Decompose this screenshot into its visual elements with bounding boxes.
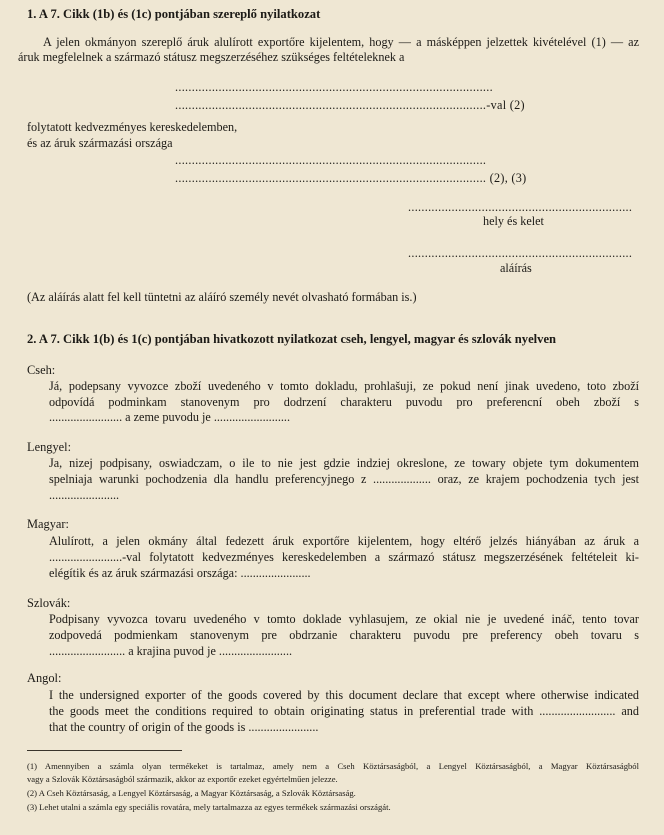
- place-date-dots: ...................................................................: [408, 200, 633, 214]
- magyar-line-1: Alulírott, a jelen okmány által fedezett áruk exportőre kijelentem, hogy eltérő jelzés hiányában az áruk a: [49, 534, 639, 548]
- section1-paragraph-line1: A jelen okmányon szereplő áruk alulírott exportőre kijelentem, hogy — a másképpen jelzettek kivételével (1) — az: [43, 35, 639, 49]
- language-label-szlovak: Szlovák:: [27, 596, 71, 610]
- section1-origin-line: és az áruk származási országa: [27, 136, 173, 150]
- angol-line-3: that the country of origin of the goods is .......................: [49, 720, 319, 734]
- footnote-3: (3) Lehet utalni a számla egy speciális rovatára, mely tartalmazza az egyes termékek származási országát.: [27, 802, 391, 812]
- angol-line-2: the goods meet the conditions required to obtain originating status in preferential trade with ......................... and: [49, 704, 639, 718]
- language-label-magyar: Magyar:: [27, 517, 69, 531]
- magyar-line-2: ........................-val folytatott kedvezményes kereskedelemben a származó státusz megszerzésének feltételeit ki-: [49, 550, 639, 564]
- cseh-line-3: ........................ a zeme puvodu je .........................: [49, 410, 291, 424]
- footnote-1-line-1: (1) Amennyiben a számla olyan termékeket is tartalmaz, amely nem a Cseh Köztársaságból, a Lengyel Köztársaságból, a Magyar Köztársaságból: [27, 761, 639, 771]
- section1-trade-line: folytatott kedvezményes kereskedelemben,: [27, 120, 238, 134]
- place-date-label: hely és kelet: [483, 214, 544, 228]
- lengyel-line-1: Ja, nizej podpisany, oswiadczam, o ile to nie jest gdzie indziej okreslone, ze towary objete tym dokumentem: [49, 456, 639, 470]
- section1-dots-4: ............................................................................................. (2), (3): [175, 171, 527, 185]
- section1-dots-1: ...............................................................................................: [175, 80, 493, 94]
- magyar-line-3: elégítik és az áruk származási országa: .......................: [49, 566, 311, 580]
- signature-dots: ...................................................................: [408, 246, 633, 260]
- language-label-lengyel: Lengyel:: [27, 440, 72, 454]
- signature-label: aláírás: [500, 261, 532, 275]
- footnote-divider: [27, 750, 182, 751]
- language-label-cseh: Cseh:: [27, 363, 56, 377]
- signature-note: (Az aláírás alatt fel kell tüntetni az aláíró személy nevét olvasható formában is.): [27, 290, 417, 304]
- footnote-2: (2) A Cseh Köztársaság, a Lengyel Köztársaság, a Magyar Köztársaság, a Szlovák Köztársaság.: [27, 788, 356, 798]
- section2-heading: 2. A 7. Cikk 1(b) és 1(c) pontjában hivatkozott nyilatkozat cseh, lengyel, magyar és szlovák nyelven: [27, 332, 557, 346]
- section1-dots-3: .............................................................................................: [175, 153, 487, 167]
- szlovak-line-3: ......................... a krajina puvod je ........................: [49, 644, 293, 658]
- lengyel-line-2: spelniaja warunki pochodzenia dla handlu preferencyjnego z ................... oraz, ze krajem pochodzenia tych jest: [49, 472, 639, 486]
- lengyel-line-3: .......................: [49, 488, 120, 502]
- szlovak-line-1: Podpisany vyvozca tovaru uvedeného v tomto doklade vyhlasujem, ze okial nie je uvedené ináč, tento tovar: [49, 612, 639, 626]
- cseh-line-1: Já, podepsany vyvozce zboží uvedeného v tomto dokladu, prohlašuji, ze pokud není jinak uvedeno, toto zboží: [49, 379, 639, 393]
- section1-dots-2: .............................................................................................-val (2): [175, 98, 525, 112]
- footnote-1-line-2: vagy a Szlovák Köztársaságból származik, akkor az exportőr ezeket egyértelműen jelezze.: [27, 774, 338, 784]
- language-label-angol: Angol:: [27, 671, 62, 685]
- cseh-line-2: odpovídá podminkam stanovenym pro dodrzení charakteru puvodu pro preferencní obeh zboží s: [49, 395, 639, 409]
- section1-heading: 1. A 7. Cikk (1b) és (1c) pontjában szereplő nyilatkozat: [27, 7, 321, 21]
- szlovak-line-2: zodpovedá podmienkam stanovenym pre obdrzanie charakteru puvodu pre preferency obeh tovaru s: [49, 628, 639, 642]
- angol-line-1: I the undersigned exporter of the goods covered by this document declare that except where otherwise indicated: [49, 688, 639, 702]
- section1-paragraph-line2: áruk megfelelnek a származó státusz megszerzéséhez szükséges feltételeknek a: [18, 50, 405, 64]
